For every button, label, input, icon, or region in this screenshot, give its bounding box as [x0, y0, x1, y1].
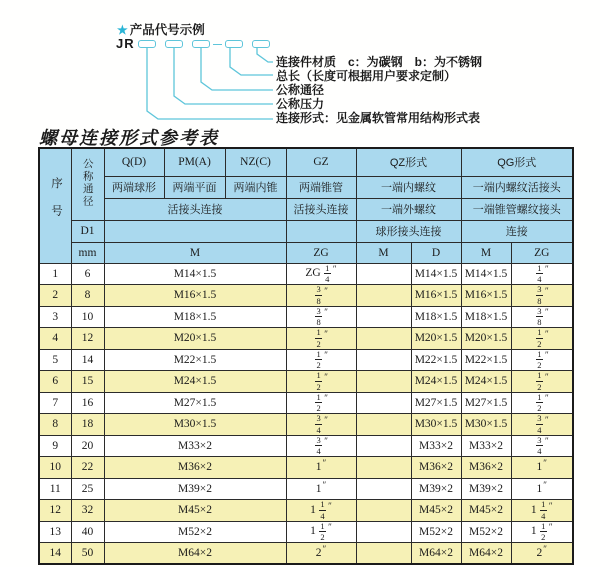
- unit-header-mm: mm: [71, 242, 104, 263]
- subheader-union-connection: 活接头连接: [104, 198, 286, 220]
- td-seq: 13: [39, 521, 71, 543]
- td-m: M14×1.5: [104, 263, 286, 285]
- td-m: M52×2: [104, 521, 286, 543]
- td-qz-d: M16×1.5: [411, 285, 461, 307]
- table-row: [39, 285, 573, 307]
- table-body: [39, 263, 573, 564]
- td-zg: 1″: [286, 478, 356, 500]
- td-seq: 6: [39, 371, 71, 393]
- td-qg-zg: $\frac{1}{2}$ ″: [511, 349, 573, 371]
- td-seq: 11: [39, 478, 71, 500]
- subheader-gz-type: 两端锥管: [286, 176, 356, 198]
- td-zg: $\frac{1}{2}$ ″: [286, 349, 356, 371]
- td-qg-zg: 1 $\frac{1}{4}$ ″: [511, 500, 573, 522]
- header-spacer-cell-gz: [286, 220, 356, 242]
- td-mm: 50: [71, 543, 104, 565]
- subheader-qz-ball-joint-connection: 球形接头连接: [356, 220, 461, 242]
- td-qz-m: [356, 435, 411, 457]
- header-spacer-cell: [104, 220, 286, 242]
- td-qg-m: M33×2: [461, 435, 511, 457]
- td-qg-m: M27×1.5: [461, 392, 511, 414]
- code-box-row: [138, 40, 270, 48]
- td-zg: 1 $\frac{1}{4}$ ″: [286, 500, 356, 522]
- td-qg-zg: 1″: [511, 457, 573, 479]
- col-header-seq-label: 序号: [50, 176, 62, 232]
- subheader-gz-connection: 活接头连接: [286, 198, 356, 220]
- td-m: M18×1.5: [104, 306, 286, 328]
- code-prefix: JR: [116, 36, 135, 51]
- td-qg-zg: $\frac{3}{4}$ ″: [511, 435, 573, 457]
- unit-header-qg-zg: ZG: [511, 242, 573, 263]
- td-qg-zg: $\frac{1}{4}$ ″: [511, 263, 573, 285]
- td-qg-m: M30×1.5: [461, 414, 511, 436]
- td-seq: 1: [39, 263, 71, 285]
- td-zg: 1″: [286, 457, 356, 479]
- td-m: M27×1.5: [104, 392, 286, 414]
- unit-header-m-main: M: [104, 242, 286, 263]
- td-qz-d: M24×1.5: [411, 371, 461, 393]
- td-zg: $\frac{1}{2}$ ″: [286, 328, 356, 350]
- td-seq: 9: [39, 435, 71, 457]
- label-material: 连接件材质 c：为碳钢 b：为不锈钢: [276, 55, 483, 69]
- td-qg-zg: $\frac{1}{2}$ ″: [511, 371, 573, 393]
- subheader-qg-taper-thread: 一端锥管螺纹接头: [461, 198, 573, 220]
- td-zg: ZG $\frac{1}{4}$ ″: [286, 263, 356, 285]
- col-header-d1: D1: [71, 220, 104, 242]
- td-m: M20×1.5: [104, 328, 286, 350]
- code-box: [138, 40, 156, 48]
- col-header-q: Q(D): [104, 148, 164, 176]
- unit-header-zg-gz: ZG: [286, 242, 356, 263]
- td-zg: 2″: [286, 543, 356, 565]
- td-qg-zg: 1″: [511, 478, 573, 500]
- td-qz-m: [356, 457, 411, 479]
- td-qz-m: [356, 521, 411, 543]
- td-zg: 1 $\frac{1}{2}$ ″: [286, 521, 356, 543]
- unit-header-qg-m: M: [461, 242, 511, 263]
- td-qz-m: [356, 371, 411, 393]
- td-qz-d: M39×2: [411, 478, 461, 500]
- table-row: [39, 263, 573, 285]
- td-qg-m: M39×2: [461, 478, 511, 500]
- td-qz-d: M30×1.5: [411, 414, 461, 436]
- table-row: [39, 500, 573, 522]
- label-total-length: 总长（长度可根据用户要求定制）: [276, 69, 457, 83]
- nut-connection-reference-table: [38, 147, 574, 565]
- td-seq: 12: [39, 500, 71, 522]
- td-mm: 12: [71, 328, 104, 350]
- td-zg: $\frac{3}{4}$ ″: [286, 414, 356, 436]
- col-header-nominal-diameter: [71, 148, 104, 220]
- td-qz-d: M36×2: [411, 457, 461, 479]
- subheader-pm-type: 两端平面: [164, 176, 225, 198]
- td-qg-m: M45×2: [461, 500, 511, 522]
- td-mm: 18: [71, 414, 104, 436]
- td-qz-d: M33×2: [411, 435, 461, 457]
- td-m: M30×1.5: [104, 414, 286, 436]
- td-qz-d: M18×1.5: [411, 306, 461, 328]
- unit-header-qz-d: D: [411, 242, 461, 263]
- td-qg-m: M24×1.5: [461, 371, 511, 393]
- code-box: [252, 40, 270, 48]
- td-qz-m: [356, 306, 411, 328]
- td-qg-zg: 1 $\frac{1}{2}$ ″: [511, 521, 573, 543]
- table-row: [39, 414, 573, 436]
- td-m: M39×2: [104, 478, 286, 500]
- table-row: [39, 349, 573, 371]
- label-connection-form: 连接形式：见金属软管常用结构形式表: [276, 111, 481, 125]
- td-qz-d: M52×2: [411, 521, 461, 543]
- table-row: [39, 478, 573, 500]
- td-seq: 10: [39, 457, 71, 479]
- table-row: [39, 435, 573, 457]
- td-mm: 14: [71, 349, 104, 371]
- td-qz-d: M27×1.5: [411, 392, 461, 414]
- td-qz-m: [356, 263, 411, 285]
- code-box: [225, 40, 243, 48]
- td-zg: $\frac{3}{8}$ ″: [286, 306, 356, 328]
- td-seq: 5: [39, 349, 71, 371]
- table-row: [39, 457, 573, 479]
- td-qz-d: M14×1.5: [411, 263, 461, 285]
- td-qg-m: M16×1.5: [461, 285, 511, 307]
- table-row: [39, 392, 573, 414]
- td-mm: 25: [71, 478, 104, 500]
- td-seq: 7: [39, 392, 71, 414]
- td-seq: 2: [39, 285, 71, 307]
- td-seq: 4: [39, 328, 71, 350]
- td-qg-zg: $\frac{3}{8}$ ″: [511, 285, 573, 307]
- td-qg-m: M64×2: [461, 543, 511, 565]
- td-mm: 15: [71, 371, 104, 393]
- code-box: [192, 40, 210, 48]
- table-header: [39, 148, 573, 263]
- col-header-qz: QZ形式: [356, 148, 461, 176]
- td-seq: 14: [39, 543, 71, 565]
- table-title: 螺母连接形式参考表: [39, 128, 219, 148]
- td-qg-zg: $\frac{1}{2}$ ″: [511, 392, 573, 414]
- td-qz-m: [356, 392, 411, 414]
- table-row: [39, 371, 573, 393]
- td-qg-zg: $\frac{3}{4}$ ″: [511, 414, 573, 436]
- diagram-title-text: 产品代号示例: [129, 23, 205, 37]
- td-mm: 20: [71, 435, 104, 457]
- td-qg-zg: $\frac{1}{2}$ ″: [511, 328, 573, 350]
- col-header-gz: GZ: [286, 148, 356, 176]
- unit-header-qz-m: M: [356, 242, 411, 263]
- table-row: [39, 328, 573, 350]
- td-qz-m: [356, 478, 411, 500]
- td-mm: 10: [71, 306, 104, 328]
- td-qg-m: M36×2: [461, 457, 511, 479]
- td-m: M24×1.5: [104, 371, 286, 393]
- table-row: [39, 521, 573, 543]
- td-qg-zg: $\frac{3}{8}$ ″: [511, 306, 573, 328]
- td-m: M22×1.5: [104, 349, 286, 371]
- td-m: M36×2: [104, 457, 286, 479]
- td-qz-m: [356, 349, 411, 371]
- star-icon: ★: [117, 23, 128, 37]
- td-qz-m: [356, 500, 411, 522]
- col-header-nz: NZ(C): [225, 148, 286, 176]
- td-seq: 8: [39, 414, 71, 436]
- code-box: [165, 40, 183, 48]
- td-qz-m: [356, 414, 411, 436]
- subheader-nz-type: 两端内锥: [225, 176, 286, 198]
- td-zg: $\frac{1}{2}$ ″: [286, 392, 356, 414]
- td-seq: 3: [39, 306, 71, 328]
- td-qz-d: M22×1.5: [411, 349, 461, 371]
- td-qz-m: [356, 285, 411, 307]
- td-zg: $\frac{3}{4}$ ″: [286, 435, 356, 457]
- td-m: M33×2: [104, 435, 286, 457]
- td-m: M16×1.5: [104, 285, 286, 307]
- td-mm: 32: [71, 500, 104, 522]
- td-mm: 16: [71, 392, 104, 414]
- subheader-qg-type: 一端内螺纹活接头: [461, 176, 573, 198]
- code-dash: [213, 44, 222, 45]
- td-qg-m: M20×1.5: [461, 328, 511, 350]
- col-header-qg: QG形式: [461, 148, 573, 176]
- td-mm: 22: [71, 457, 104, 479]
- td-mm: 8: [71, 285, 104, 307]
- col-header-pm: PM(A): [164, 148, 225, 176]
- td-m: M45×2: [104, 500, 286, 522]
- td-m: M64×2: [104, 543, 286, 565]
- td-qz-d: M45×2: [411, 500, 461, 522]
- td-qg-m: M14×1.5: [461, 263, 511, 285]
- subheader-qg-connection: 连接: [461, 220, 573, 242]
- td-qg-m: M22×1.5: [461, 349, 511, 371]
- td-qg-m: M18×1.5: [461, 306, 511, 328]
- label-nominal-pressure: 公称压力: [276, 97, 325, 111]
- td-qz-m: [356, 543, 411, 565]
- td-zg: $\frac{1}{2}$ ″: [286, 371, 356, 393]
- col-header-seq: [39, 148, 71, 263]
- td-qz-d: M20×1.5: [411, 328, 461, 350]
- td-qg-zg: 2″: [511, 543, 573, 565]
- td-qz-m: [356, 328, 411, 350]
- td-qz-d: M64×2: [411, 543, 461, 565]
- table-row: [39, 306, 573, 328]
- subheader-qz-type: 一端内螺纹: [356, 176, 461, 198]
- td-qg-m: M52×2: [461, 521, 511, 543]
- table-row: [39, 543, 573, 565]
- td-mm: 6: [71, 263, 104, 285]
- subheader-q-type: 两端球形: [104, 176, 164, 198]
- subheader-qz-external-thread: 一端外螺纹: [356, 198, 461, 220]
- col-header-nominal-diameter-label: 公称通径: [81, 157, 94, 208]
- label-nominal-diameter: 公称通径: [276, 83, 325, 97]
- td-mm: 40: [71, 521, 104, 543]
- td-zg: $\frac{3}{8}$ ″: [286, 285, 356, 307]
